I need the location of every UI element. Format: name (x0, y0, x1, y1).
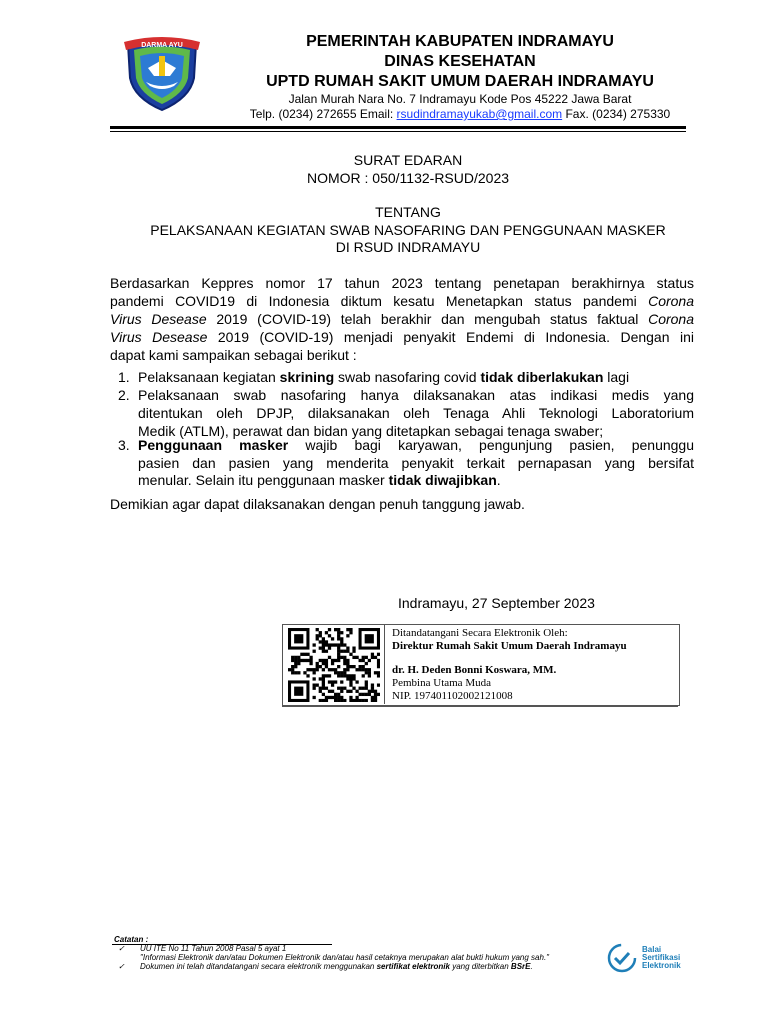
subject-line-1: PELAKSANAAN KEGIATAN SWAB NASOFARING DAN PENGGUNAAN MASKER (150, 222, 666, 238)
list-item-3-line: pasien dan pasien yang menderita penyakit terkait pernapasan yang bersifat (138, 455, 694, 471)
list-item-3-line (138, 471, 694, 489)
text-run-italic: Virus Desease (110, 311, 207, 327)
text-run: 2019 (COVID-19) telah berakhir dan mengubah status faktual (206, 311, 649, 327)
text-run-bold: tidak diwajibkan (388, 472, 497, 488)
footnote-1-text: UU ITE No 11 Tahun 2008 Pasal 5 ayat 1 (140, 944, 287, 953)
text-run-italic: Corona (648, 293, 694, 309)
list-number: 1. (118, 369, 130, 385)
text-run-bold: tidak diberlakukan (480, 369, 604, 385)
logo-banner-text: DARMA AYU (141, 42, 183, 49)
e-signature-divider (384, 625, 385, 704)
qr-code (288, 628, 380, 702)
check-icon: ✓ (118, 944, 125, 953)
text-run: 2019 (COVID-19) menjadi penyakit Endemi di Indonesia. Dengan ini (207, 329, 694, 345)
text-run: lagi (603, 369, 630, 385)
e-signature-underline (282, 706, 678, 707)
letterhead-address: Jalan Murah Nara No. 7 Indramayu Kode Pos 45222 Jawa Barat (288, 92, 632, 106)
closing-sentence: Demikian agar dapat dilaksanakan dengan penuh tanggung jawab. (110, 496, 525, 512)
footnote-1 (118, 944, 125, 953)
letterhead-government: PEMERINTAH KABUPATEN INDRAMAYU (306, 33, 614, 50)
text-run: . (496, 472, 501, 488)
text-run-bold: Penggunaan masker (138, 437, 289, 453)
signer-name: dr. H. Deden Bonni Koswara, MM. (392, 664, 557, 676)
letterhead-divider-thin (110, 131, 686, 132)
text-run: Pelaksanaan swab nasofaring hanya dilaksanakan atas indikasi medis yang (138, 387, 694, 403)
text-run: yang diterbitkan (449, 962, 511, 971)
regency-emblem-logo (118, 34, 206, 112)
subject-line-2: DI RSUD INDRAMAYU (335, 239, 481, 255)
letterhead-divider-thick (110, 126, 686, 129)
letterhead-contact (210, 106, 710, 122)
list-item-2 (118, 386, 694, 404)
text-run: menular. Selain itu penggunaan masker (138, 472, 389, 488)
bsre-logo (606, 942, 696, 974)
list-item-1 (118, 368, 694, 386)
bsre-emblem-icon (606, 942, 638, 974)
text-run: Dokumen ini telah ditandatangani secara elektronik menggunakan (140, 962, 377, 971)
text-run-bold: skrining (279, 369, 335, 385)
document-heading: SURAT EDARAN (353, 152, 463, 168)
contact-prefix: Telp. (0234) 272655 Email: (249, 107, 397, 121)
letterhead-department: DINAS KESEHATAN (384, 53, 536, 70)
text-run: swab nasofaring covid (334, 369, 481, 385)
bsre-text-1: Balai (642, 945, 662, 954)
paragraph-line (110, 310, 694, 328)
email-link[interactable]: rsudindramayukab@gmail.com (396, 107, 563, 121)
text-run: Pelaksanaan kegiatan (138, 369, 280, 385)
subject-label: TENTANG (375, 204, 441, 220)
footer-notes-label: Catatan : (114, 935, 149, 944)
signed-by-label: Ditandatangani Secara Elektronik Oleh: (392, 627, 568, 639)
paragraph-line (110, 292, 694, 310)
check-icon: ✓ (118, 962, 125, 971)
footnote-2 (118, 962, 125, 971)
place-date: Indramayu, 27 September 2023 (398, 595, 595, 611)
signer-position: Direktur Rumah Sakit Umum Daerah Indramayu (392, 640, 627, 652)
bsre-text-3: Elektronik (642, 961, 681, 970)
text-run: wajib bagi karyawan, pengunjung pasien, penunggu (288, 437, 695, 453)
footnote-1-quote: "Informasi Elektronik dan/atau Dokumen Elektronik dan/atau hasil cetaknya merupakan alat bukti hukum yang sah." (140, 953, 550, 962)
paragraph-line: dapat kami sampaikan sebagai berikut : (110, 347, 357, 363)
text-run: . (530, 962, 533, 971)
document-number: NOMOR : 050/1132-RSUD/2023 (306, 170, 510, 186)
list-number: 2. (118, 387, 130, 403)
footnote-2-text (140, 962, 533, 971)
list-item-2-line: ditentukan oleh DPJP, dilaksanakan oleh Tenaga Ahli Teknologi Laboratorium (138, 405, 694, 421)
text-run-bold: sertifikat elektronik (376, 962, 450, 971)
paragraph-line (110, 328, 694, 346)
paragraph-line: Berdasarkan Keppres nomor 17 tahun 2023 tentang penetapan berakhirnya status (110, 275, 694, 291)
text-run-bold: BSrE (510, 962, 531, 971)
list-number: 3. (118, 437, 130, 453)
signer-rank: Pembina Utama Muda (392, 677, 491, 689)
text-run-italic: Virus Desease (110, 329, 208, 345)
text-run-italic: Corona (648, 311, 694, 327)
contact-suffix: Fax. (0234) 275330 (562, 107, 671, 121)
letterhead-hospital: UPTD RUMAH SAKIT UMUM DAERAH INDRAMAYU (266, 73, 654, 90)
list-item-3 (118, 436, 695, 454)
bsre-text-2: Sertifikasi (642, 953, 681, 962)
list-item-2-line: Medik (ATLM), perawat dan bidan yang ditetapkan sebagai tenaga swaber; (138, 423, 604, 439)
signer-nip: NIP. 197401102002121008 (392, 690, 513, 702)
text-run: pandemi COVID19 di Indonesia diktum kesatu Menetapkan status pandemi (110, 293, 649, 309)
